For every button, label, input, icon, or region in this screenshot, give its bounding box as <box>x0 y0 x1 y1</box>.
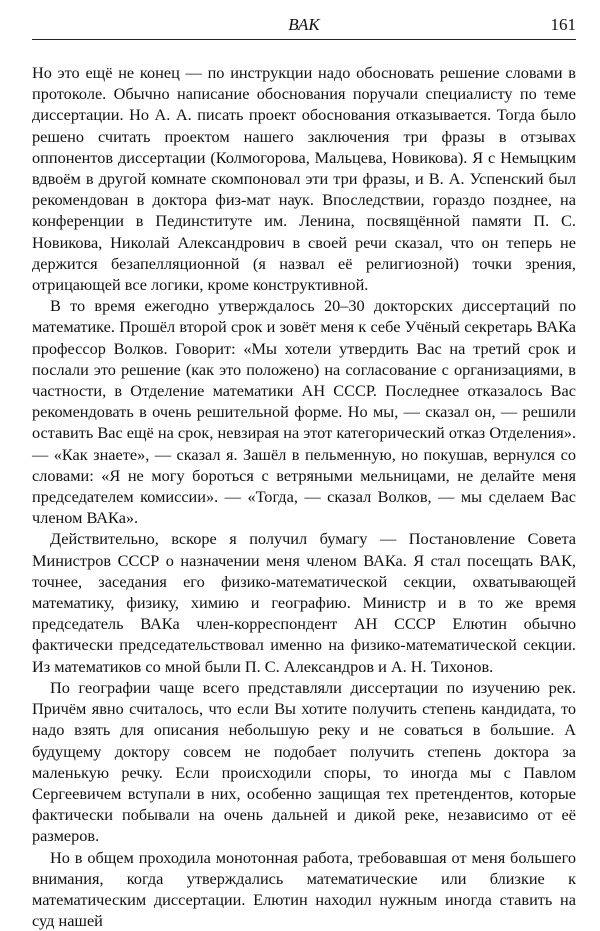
paragraph-2: В то время ежегодно утверждалось 20–30 докторских диссертаций по математике. Прошёл второй срок и зовёт меня к себе Учёный секретарь ВАКа профессор Волков. Говорит: «Мы хотели утвердить Вас на третий срок и послали это решение (как это положено) на согласование с организациями, в частности, в Отделение математики АН СССР. Последнее отказалось Вас рекомендовать в очень решительной форме. Но мы, — сказал он, — решили оставить Вас ещё на срок, невзирая на этот категорический отказ Отделения». — «Как знаете», — сказал я. Зашёл в пельменную, но покушав, вернулся со словами: «Я не могу бороться с ветряными мельницами, не делайте меня председателем комиссии». — «Тогда, — сказал Волков, — мы сделаем Вас членом ВАКа». <box>32 296 576 528</box>
page-number: 161 <box>550 15 576 34</box>
paragraph-1: Но это ещё не конец — по инструкции надо обосновать решение словами в протоколе. Обычно написание обоснования поручали специалисту по теме диссертации. Но А. А. писать проект обоснования отказывается. Тогда было решено считать проектом нашего заключения три фразы в отзывах оппонентов диссертации (Колмогорова, Мальцева, Новикова). Я с Немыцким вдвоём в другой комнате скомпоновал эти три фразы, и В. А. Успенский был рекомендован в доктора физ-мат наук. Впоследствии, гораздо позднее, на конференции в Пединституте им. Ленина, посвящённой памяти П. С. Новикова, Николай Александрович в своей речи сказал, что он теперь не держится безапелляционной (я назвал её религиозной) точки зрения, отрицающей все логики, кроме конструктивной. <box>32 63 576 295</box>
paragraph-3: Действительно, вскоре я получил бумагу — Постановление Совета Министров СССР о назначении меня членом ВАКа. Я стал посещать ВАК, точнее, заседания его физико-математической секции, охватывающей математику, физику, химию и географию. Министр и в то же время председатель ВАКа член-корреспондент АН СССР Елютин обычно фактически председательствовал именно на физико-математической секции. Из математиков со мной были П. С. Александров и А. Н. Тихонов. <box>32 529 576 676</box>
paragraph-4: По географии чаще всего представляли диссертации по изучению рек. Причём явно считалось, что если Вы хотите получить степень кандидата, то надо взять для описания небольшую реку и не соваться в большие. А будущему доктору совсем не подобает получить степень доктора за маленькую речку. Если происходили споры, то иногда мы с Павлом Сергеевичем вступали в них, особенно защищая тех претендентов, которые фактически побывали на очень дальней и дикой реке, независимо от её размеров. <box>32 677 576 846</box>
page-body <box>32 62 576 931</box>
paragraph-5: Но в общем проходила монотонная работа, требовавшая от меня большего внимания, когда утверждались математические или близкие к математическим диссертации. Елютин находил нужным иногда ставить на суд нашей <box>32 847 576 931</box>
running-title: ВАК <box>288 15 320 34</box>
header-divider <box>32 39 576 40</box>
page-header <box>32 14 576 38</box>
